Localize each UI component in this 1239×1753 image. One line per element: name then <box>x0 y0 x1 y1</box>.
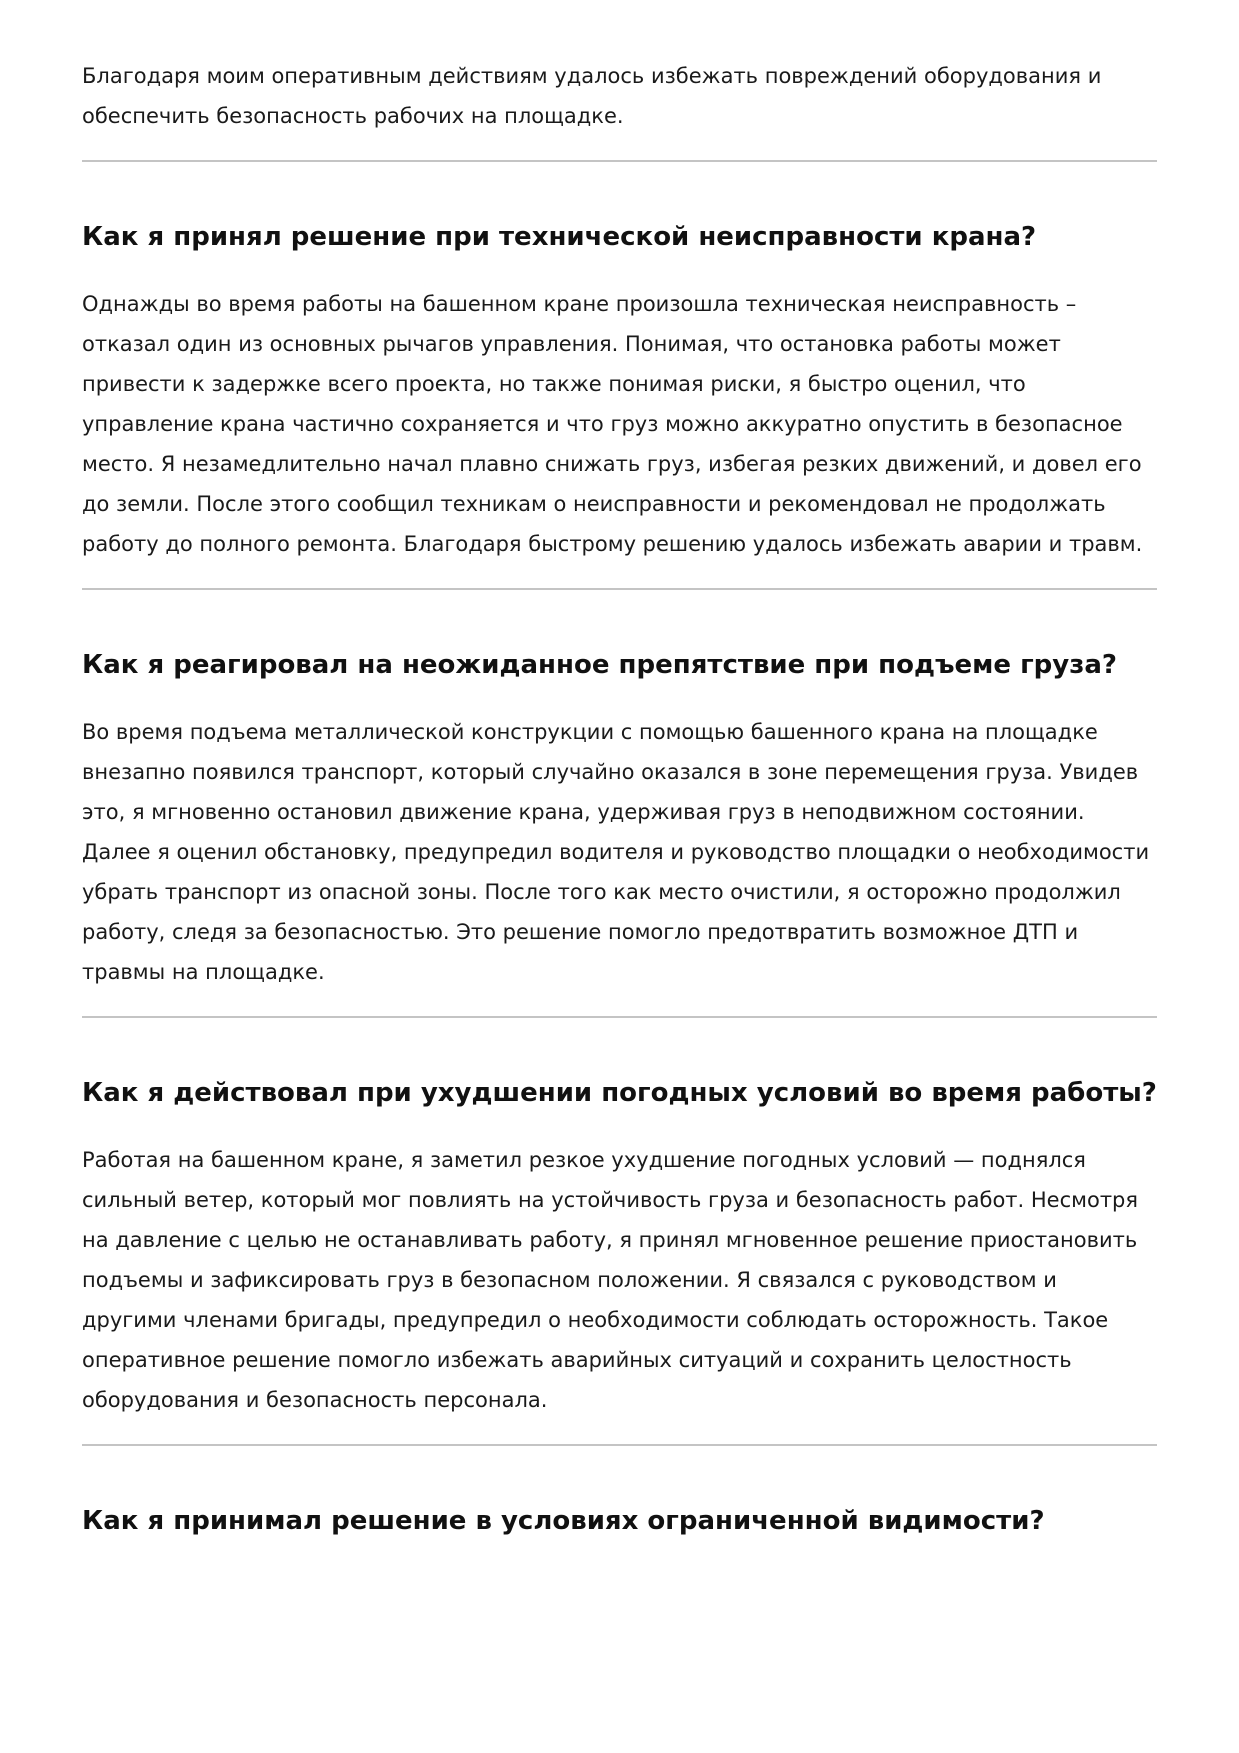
section-crane-malfunction <box>82 220 1157 564</box>
section-heading: Как я реагировал на неожиданное препятствие при подъеме груза? <box>82 650 1117 680</box>
section-divider <box>82 1016 1157 1018</box>
section-limited-visibility <box>82 1504 1157 1538</box>
section-heading: Как я принял решение при технической неисправности крана? <box>82 222 1037 252</box>
section-body: Во время подъема металлической конструкции с помощью башенного крана на площадке внезапно появился транспорт, который случайно оказался в зоне перемещения груза. Увидев это, я мгновенно остановил движение крана, удерживая груз в неподвижном состоянии. Далее я оценил обстановку, предупредил водителя и руководство площадки о необходимости убрать транспорт из опасной зоны. После того как место очистили, я осторожно продолжил работу, следя за безопасностью. Это решение помогло предотвратить возможное ДТП и травмы на площадке. <box>82 720 1150 984</box>
section-heading: Как я действовал при ухудшении погодных условий во время работы? <box>82 1078 1157 1108</box>
section-heading: Как я принимал решение в условиях ограниченной видимости? <box>82 1506 1045 1536</box>
section-divider <box>82 588 1157 590</box>
section-body: Работая на башенном кране, я заметил резкое ухудшение погодных условий — поднялся сильный ветер, который мог повлиять на устойчивость груза и безопасность работ. Несмотря на давление с целью не останавливать работу, я принял мгновенное решение приостановить подъемы и зафиксировать груз в безопасном положении. Я связался с руководством и другими членами бригады, предупредил о необходимости соблюдать осторожность. Такое оперативное решение помогло избежать аварийных ситуаций и сохранить целостность оборудования и безопасность персонала. <box>82 1148 1139 1412</box>
intro-paragraph: Благодаря моим оперативным действиям удалось избежать повреждений оборудования и обеспечить безопасность рабочих на площадке. <box>82 64 1102 128</box>
section-weather-conditions <box>82 1076 1157 1420</box>
section-unexpected-obstacle <box>82 648 1157 992</box>
section-divider <box>82 160 1157 162</box>
section-body: Однажды во время работы на башенном кране произошла техническая неисправность – отказал один из основных рычагов управления. Понимая, что остановка работы может привести к задержке всего проекта, но также понимая риски, я быстро оценил, что управление крана частично сохраняется и что груз можно аккуратно опустить в безопасное место. Я незамедлительно начал плавно снижать груз, избегая резких движений, и довел его до земли. После этого сообщил техникам о неисправности и рекомендовал не продолжать работу до полного ремонта. Благодаря быстрому решению удалось избежать аварии и травм. <box>82 292 1143 556</box>
section-divider <box>82 1444 1157 1446</box>
